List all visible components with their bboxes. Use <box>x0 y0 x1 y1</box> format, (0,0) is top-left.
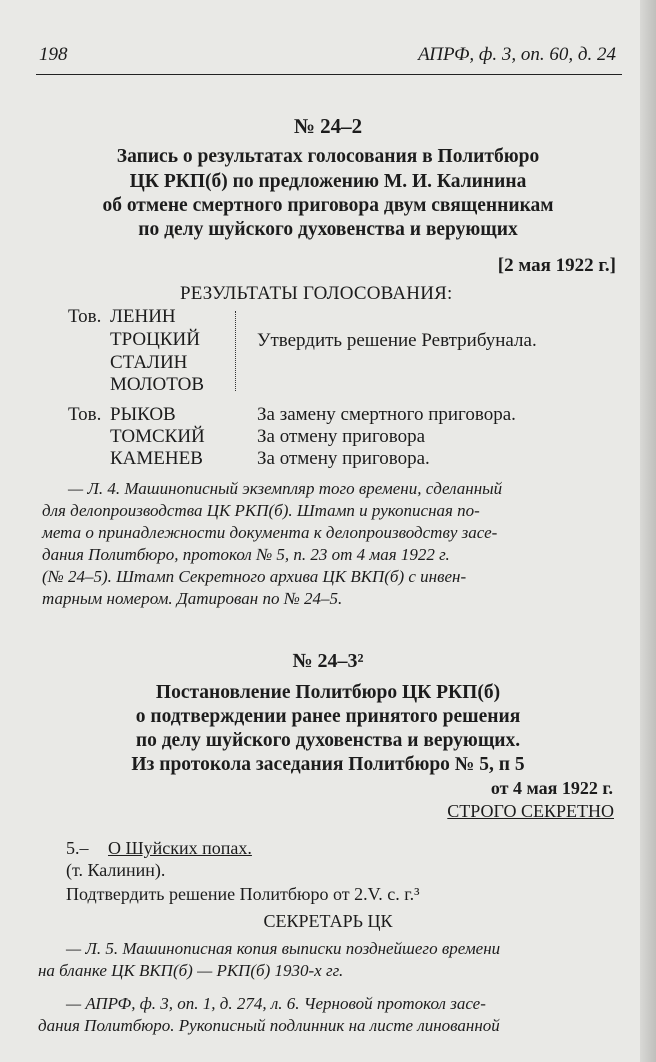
tov-label: Тов. <box>68 306 102 327</box>
item-decision: Подтвердить решение Политбюро от 2.V. с. г.³ <box>66 884 420 904</box>
vote-decision: За отмену приговора. <box>257 448 430 469</box>
voter-name: КАМЕНЕВ <box>110 448 203 469</box>
bracket-divider <box>235 311 236 391</box>
archive-reference: АПРФ, ф. 3, оп. 60, д. 24 <box>418 44 616 65</box>
item-number: 5.– <box>66 838 89 858</box>
tov-label: Тов. <box>68 404 102 425</box>
archival-note-line: для делопроизводства ЦК РКП(б). Штамп и рукописная по- <box>42 501 480 520</box>
doc2-title-line: Постановление Политбюро ЦК РКП(б) <box>155 682 501 703</box>
item-speaker: (т. Калинин). <box>66 860 166 880</box>
voter-name: ТРОЦКИЙ <box>110 329 200 350</box>
doc1-title-line: ЦК РКП(б) по предложению М. И. Калинина <box>129 171 527 192</box>
doc1-number: № 24–2 <box>293 114 363 138</box>
voter-name: РЫКОВ <box>110 404 176 425</box>
vote-decision: За замену смертного приговора. <box>257 404 516 425</box>
doc2-title-line: по делу шуйского духовенства и верующих. <box>135 730 521 751</box>
page-edge-shadow <box>640 0 656 1062</box>
doc2-title-line: Из протокола заседания Политбюро № 5, п 5 <box>131 754 525 775</box>
doc2-date: от 4 мая 1922 г. <box>490 778 613 798</box>
voter-name: ТОМСКИЙ <box>110 426 205 447</box>
voter-name: ЛЕНИН <box>110 306 176 327</box>
archival-note-line: на бланке ЦК ВКП(б) — РКП(б) 1930-х гг. <box>38 961 344 980</box>
archival-note-line: — Л. 5. Машинописная копия выписки позднейшего времени <box>66 939 501 958</box>
doc2-title-line: о подтверждении ранее принятого решения <box>135 706 521 727</box>
header-rule <box>36 74 622 75</box>
doc1-title-line: по делу шуйского духовенства и верующих <box>138 219 518 240</box>
signature-line: СЕКРЕТАРЬ ЦК <box>263 911 393 931</box>
vote-decision: За отмену приговора <box>257 426 426 447</box>
archival-note-line: тарным номером. Датирован по № 24–5. <box>42 589 343 608</box>
doc2-number: № 24–3² <box>292 650 364 672</box>
page-number: 198 <box>39 44 68 65</box>
voter-name: СТАЛИН <box>110 352 188 373</box>
archival-note-line: — АПРФ, ф. 3, оп. 1, д. 274, л. 6. Черновой протокол засе- <box>66 994 486 1013</box>
classification-stamp: СТРОГО СЕКРЕТНО <box>447 801 614 821</box>
doc1-title-line: Запись о результатах голосования в Политбюро <box>116 146 540 167</box>
archival-note-line: дания Политбюро. Рукописный подлинник на листе линованной <box>38 1016 500 1035</box>
voter-name: МОЛОТОВ <box>110 374 205 395</box>
results-heading: РЕЗУЛЬТАТЫ ГОЛОСОВАНИЯ: <box>180 283 453 304</box>
archival-note-line: — Л. 4. Машинописный экземпляр того времени, сделанный <box>68 479 503 498</box>
vote-decision: Утвердить решение Ревтрибунала. <box>257 330 537 351</box>
item-subject: О Шуйских попах. <box>108 838 252 858</box>
doc1-title-line: об отмене смертного приговора двум священникам <box>102 195 554 216</box>
doc1-date: [2 мая 1922 г.] <box>497 255 616 276</box>
archival-note-line: (№ 24–5). Штамп Секретного архива ЦК ВКП(б) с инвен- <box>42 567 467 586</box>
archival-note-line: мета о принадлежности документа к делопроизводству засе- <box>42 523 498 542</box>
archival-note-line: дания Политбюро, протокол № 5, п. 23 от 4 мая 1922 г. <box>42 545 450 564</box>
